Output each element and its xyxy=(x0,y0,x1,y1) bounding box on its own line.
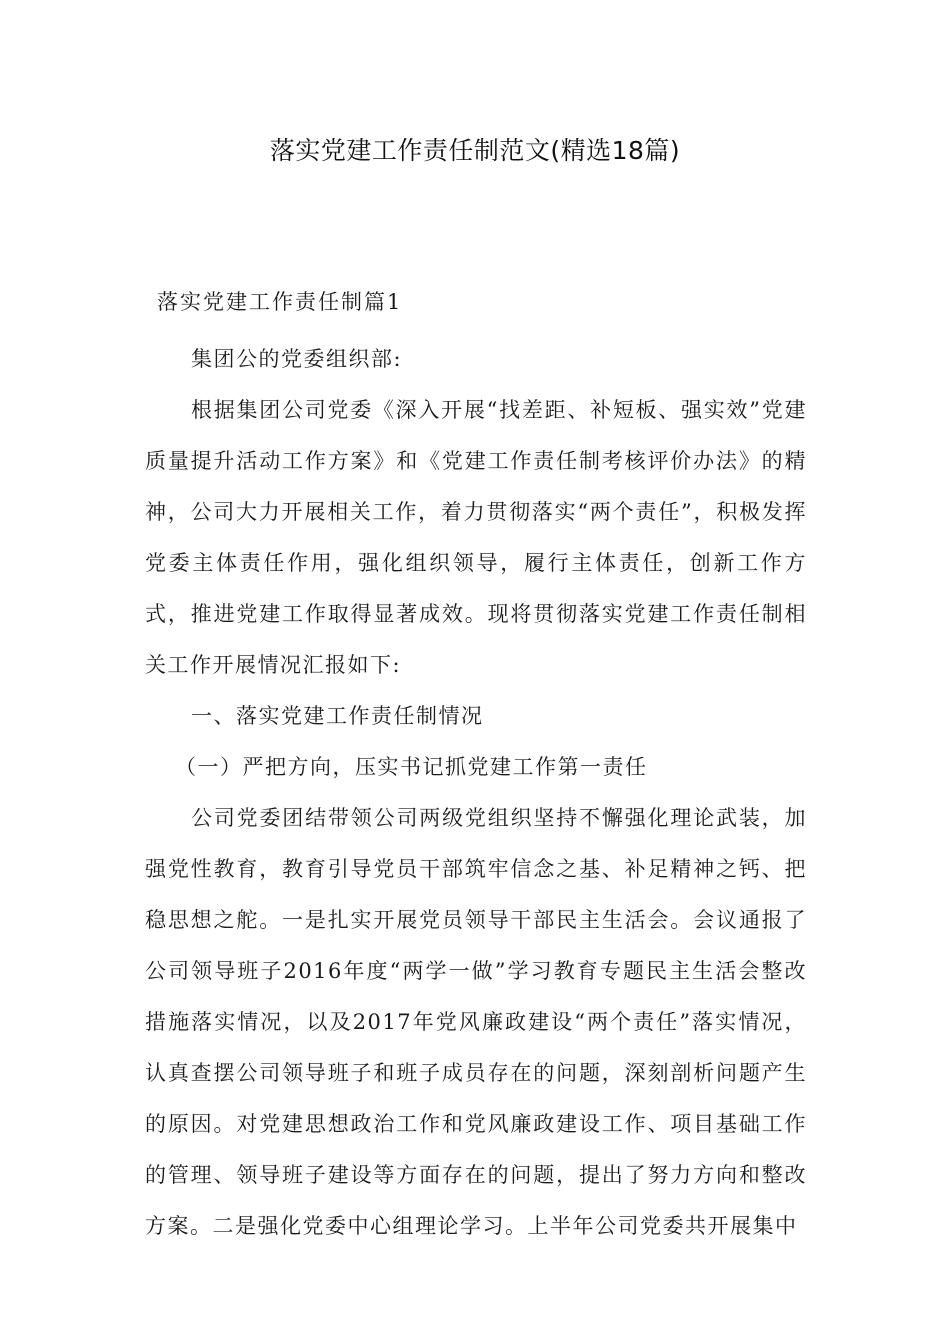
paragraph-intro: 根据集团公司党委《深入开展“找差距、补短板、强实效”党建质量提升活动工作方案》和《党建工作责任制考核评价办法》的精神，公司大力开展相关工作，着力贯彻落实“两个责任”，积极发挥党委主体责任作用，强化组织领导，履行主体责任，创新工作方式，推进党建工作取得显著成效。现将贯彻落实党建工作责任制相关工作开展情况汇报如下: xyxy=(145,398,807,677)
document-title: 落实党建工作责任制范文(精选18篇) xyxy=(269,136,681,165)
paragraph-salutation: 集团公的党委组织部: xyxy=(191,347,403,371)
section-heading: 落实党建工作责任制篇1 xyxy=(157,290,403,314)
paragraph-heading-1: 一、落实党建工作责任制情况 xyxy=(191,704,484,728)
paragraph-body-1: 公司党委团结带领公司两级党组织坚持不懈强化理论武装，加强党性教育，教育引导党员干部筑牢信念之基、补足精神之钙、把稳思想之舵。一是扎实开展党员领导干部民主生活会。会议通报了公司领导班子2016年度“两学一做”学习教育专题民主生活会整改措施落实情况，以及2017年党风廉政建设“两个责任”落实情况，认真查摆公司领导班子和班子成员存在的问题，深刻剖析问题产生的原因。对党建思想政治工作和党风廉政建设工作、项目基础工作的管理、领导班子建设等方面存在的问题，提出了努力方向和整改方案。二是强化党委中心组理论学习。上半年公司党委共开展集中 xyxy=(145,806,807,1238)
paragraph-subheading-1: （一）严把方向，压实书记抓党建工作第一责任 xyxy=(175,755,648,779)
document-body xyxy=(145,334,807,1252)
